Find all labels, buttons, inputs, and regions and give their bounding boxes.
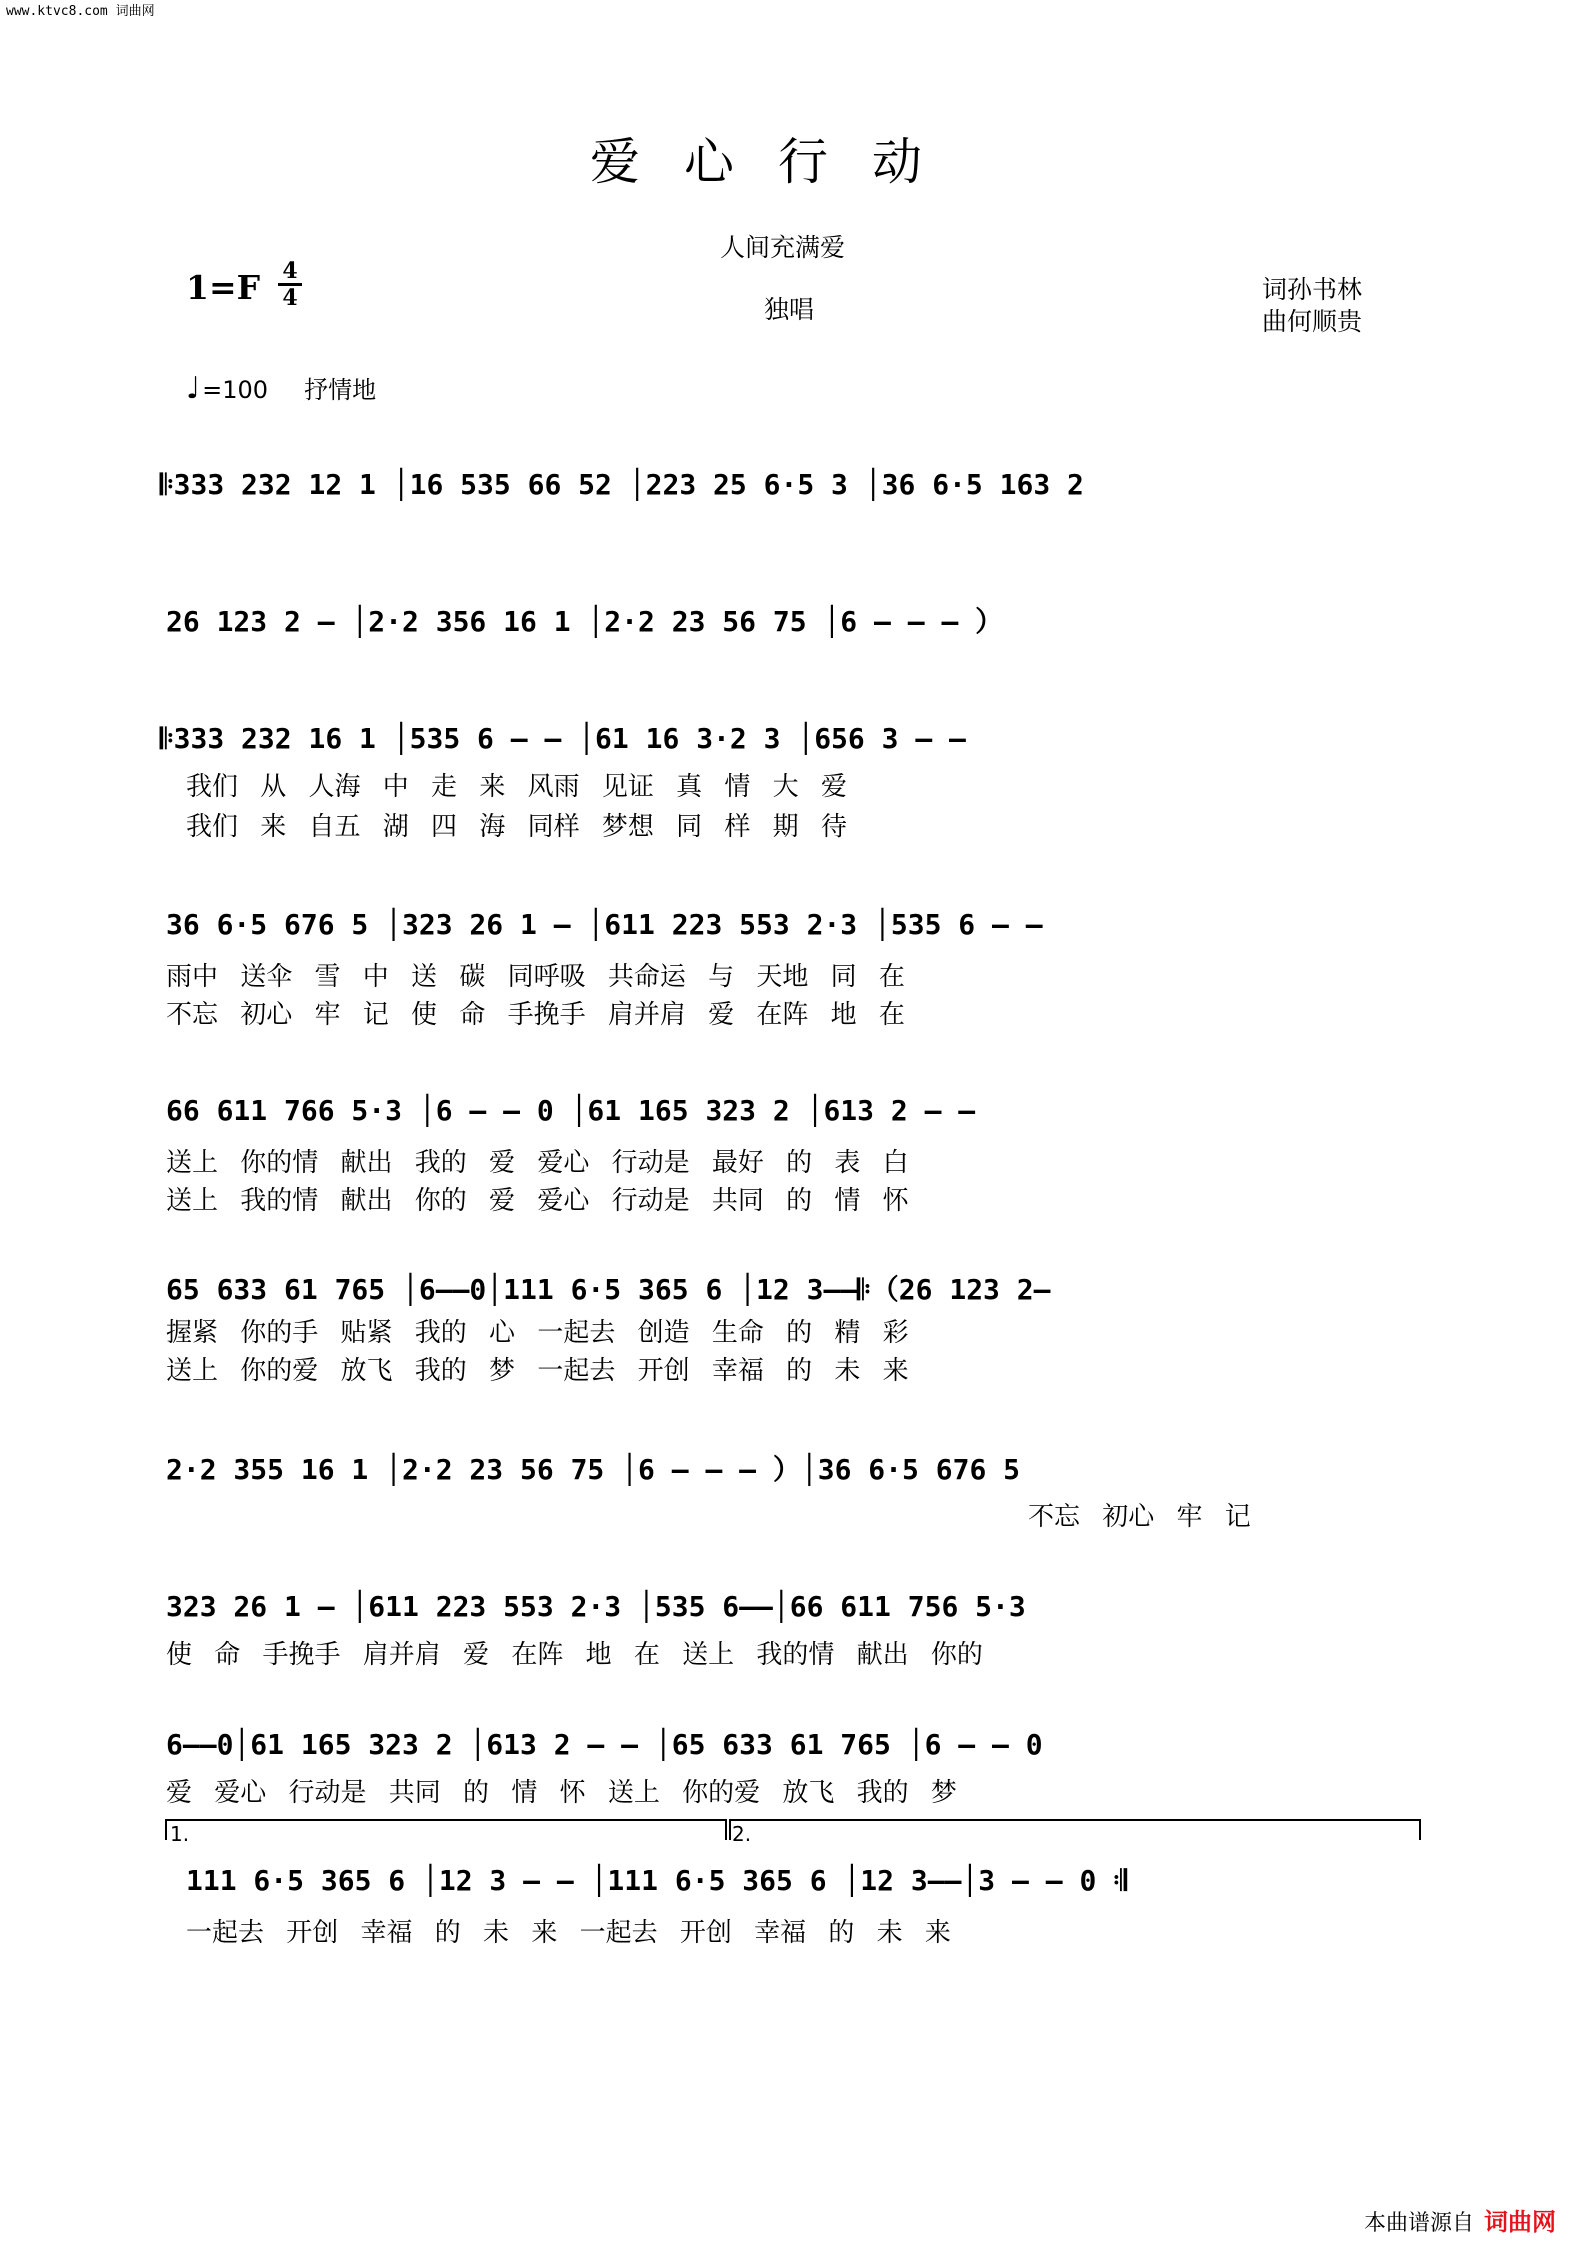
footer-label: 本曲谱源自 [1363,2211,1474,2236]
lyric-line: 我们 从 人海 中 走 来 风雨 见证 真 情 大 爱 [186,772,847,802]
composer: 曲何顺贵 [1262,307,1363,336]
volta-first-label: 1. [170,1822,190,1846]
key-signature: 1=F [186,268,261,307]
volta-bracket-second [730,1820,1420,1840]
lyric-line: 一起去 开创 幸福 的 未 来 一起去 开创 幸福 的 未 来 [186,1918,951,1948]
time-numerator: 4 [282,258,298,284]
footer-brand-logo[interactable]: 词曲网 [1484,2208,1556,2236]
volta-bracket-first [166,1820,726,1840]
lyric-line: 握紧 你的手 贴紧 我的 心 一起去 创造 生命 的 精 彩 [166,1318,909,1348]
tempo-style: 抒情地 [304,376,377,404]
lyric-line: 使 命 手挽手 肩并肩 爱 在阵 地 在 送上 我的情 献出 你的 [166,1640,983,1670]
time-denominator: 4 [282,285,298,311]
footer-source [1364,2202,1556,2237]
notation-row: 𝄆333 232 12 1 │16 535 66 52 │223 25 6·5 3 │36 6·5 163 2 [160,468,1084,501]
notation-row: 323 26 1 – │611 223 553 2·3 │535 6––│66 611 756 5·3 [166,1590,1026,1623]
volta-second-label: 2. [732,1822,752,1846]
tempo-value: =100 [202,376,269,404]
notation-row: 2·2 355 16 1 │2·2 23 56 75 │6 – – – ）│36 6·5 676 5 [166,1453,1021,1486]
lyric-line: 爱 爱心 行动是 共同 的 情 怀 送上 你的爱 放飞 我的 梦 [166,1778,957,1808]
watermark-url: www.ktvc8.com 词曲网 [6,4,155,19]
notation-row: 6––0│61 165 323 2 │613 2 – – │65 633 61 765 │6 – – 0 [166,1728,1043,1761]
lyricist: 词孙书林 [1262,275,1363,304]
notation-row: 𝄆333 232 16 1 │535 6 – – │61 16 3·2 3 │656 3 – – [160,722,966,755]
lyric-line: 雨中 送伞 雪 中 送 碳 同呼吸 共命运 与 天地 同 在 [166,962,905,992]
lyric-line: 不忘 初心 牢 记 使 命 手挽手 肩并肩 爱 在阵 地 在 [166,1000,905,1030]
lyric-line: 不忘 初心 牢 记 [1028,1502,1251,1532]
quarter-note-icon: ♩ [186,371,201,406]
performance-type: 独唱 [764,295,815,324]
lyric-line: 送上 我的情 献出 你的 爱 爱心 行动是 共同 的 情 怀 [166,1186,909,1216]
lyric-line: 我们 来 自五 湖 四 海 同样 梦想 同 样 期 待 [186,812,847,842]
song-title: 爱心行动 [590,133,966,191]
notation-row: 36 6·5 676 5 │323 26 1 – │611 223 553 2·3 │535 6 – – [166,908,1043,941]
notation-row: 65 633 61 765 │6––0│111 6·5 365 6 │12 3––𝄆（26 123 2– [166,1273,1051,1306]
notation-row: 66 611 766 5·3 │6 – – 0 │61 165 323 2 │613 2 – – [166,1094,976,1127]
notation-row: 26 123 2 – │2·2 356 16 1 │2·2 23 56 75 │6 – – – ） [166,605,1004,638]
lyric-line: 送上 你的爱 放飞 我的 梦 一起去 开创 幸福 的 未 来 [166,1356,909,1386]
song-subtitle: 人间充满爱 [720,233,846,262]
notation-row: 111 6·5 365 6 │12 3 – – │111 6·5 365 6 │12 3––│3 – – 0 𝄇 [186,1864,1127,1897]
lyric-line: 送上 你的情 献出 我的 爱 爱心 行动是 最好 的 表 白 [166,1148,909,1178]
